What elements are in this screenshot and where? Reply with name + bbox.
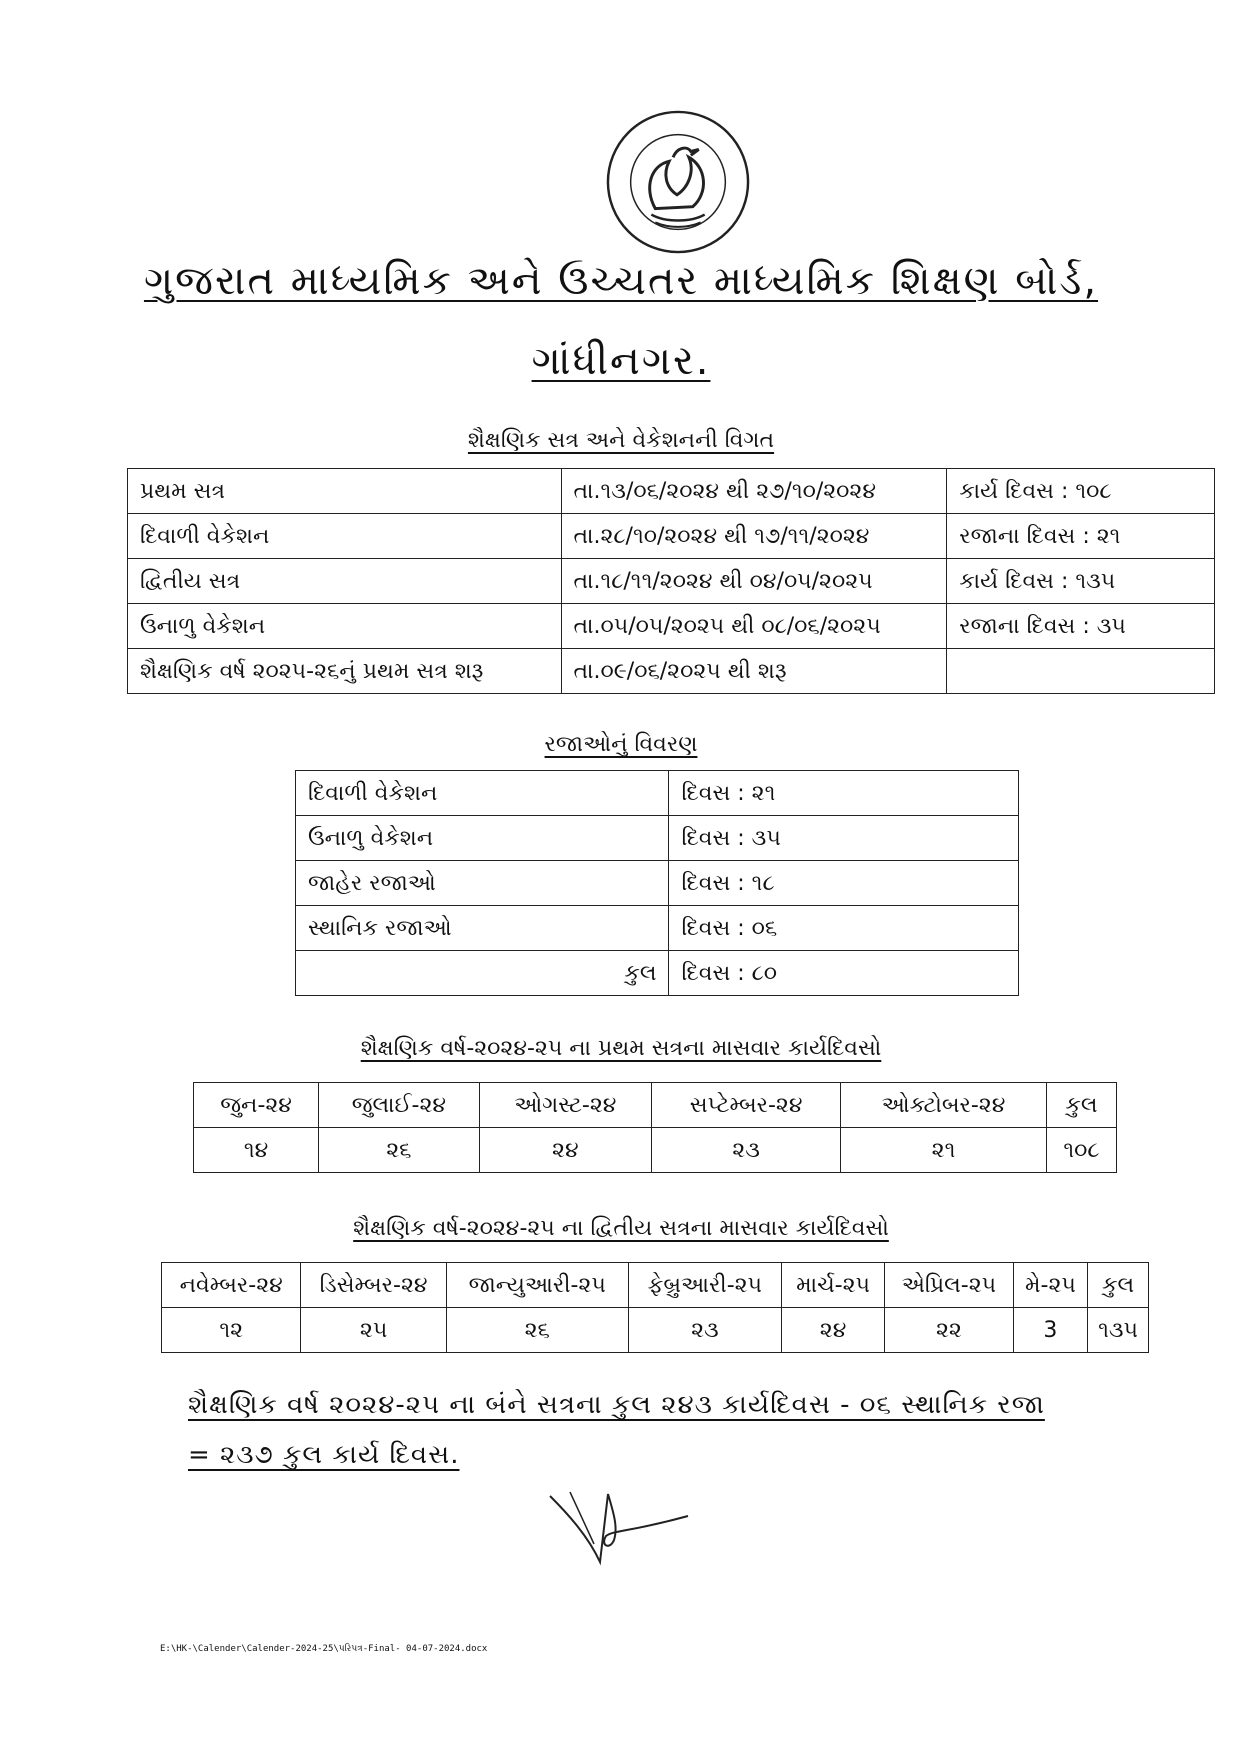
month-value: ૨૨	[885, 1308, 1014, 1353]
table-header-row	[162, 1263, 1149, 1308]
holiday-label: ઉનાળુ વેકેશન	[296, 816, 669, 861]
month-header: ઓક્ટોબર-૨૪	[841, 1083, 1047, 1128]
month-value: ૨૬	[319, 1128, 479, 1173]
month-value: ૨૧	[841, 1128, 1047, 1173]
month-header: મે-૨૫	[1013, 1263, 1087, 1308]
month-value: 3	[1013, 1308, 1087, 1353]
sem1-table	[193, 1082, 1117, 1173]
month-header: જાન્યુઆરી-૨૫	[446, 1263, 628, 1308]
session-label: દ્વિતીય સત્ર	[128, 559, 562, 604]
month-header: ડિસેમ્બર-૨૪	[301, 1263, 446, 1308]
holiday-days: દિવસ : ૨૧	[669, 771, 1019, 816]
month-header: નવેમ્બર-૨૪	[162, 1263, 301, 1308]
month-header: માર્ચ-૨૫	[782, 1263, 885, 1308]
total-value: ૧૦૮	[1046, 1128, 1116, 1173]
table-row	[128, 649, 1215, 694]
month-header: ફેબ્રુઆરી-૨૫	[628, 1263, 781, 1308]
session-heading: શૈક્ષણિક સત્ર અને વેકેશનની વિગત	[467, 428, 775, 453]
month-header: જુન-૨૪	[194, 1083, 319, 1128]
session-days: રજાના દિવસ : ૩૫	[947, 604, 1215, 649]
table-row	[296, 906, 1019, 951]
board-seal-icon	[604, 108, 752, 256]
month-header: ઓગસ્ટ-૨૪	[479, 1083, 652, 1128]
month-value: ૨૬	[446, 1308, 628, 1353]
sem2-heading: શૈક્ષણિક વર્ષ-૨૦૨૪-૨૫ ના દ્વિતીય સત્રના માસવાર કાર્યદિવસો	[353, 1216, 889, 1241]
signature-icon	[548, 1484, 698, 1574]
table-row	[296, 816, 1019, 861]
holiday-label: દિવાળી વેકેશન	[296, 771, 669, 816]
session-label: ઉનાળુ વેકેશન	[128, 604, 562, 649]
holiday-label: જાહેર રજાઓ	[296, 861, 669, 906]
month-value: ૨૪	[479, 1128, 652, 1173]
page-title-line2: ગાંધીનગર.	[531, 338, 711, 384]
session-period: તા.૦૯/૦૬/૨૦૨૫ થી શરૂ	[561, 649, 947, 694]
holiday-label: સ્થાનિક રજાઓ	[296, 906, 669, 951]
session-period: તા.૨૮/૧૦/૨૦૨૪ થી ૧૭/૧૧/૨૦૨૪	[561, 514, 947, 559]
session-table	[127, 468, 1215, 694]
sem1-heading: શૈક્ષણિક વર્ષ-૨૦૨૪-૨૫ ના પ્રથમ સત્રના માસવાર કાર્યદિવસો	[360, 1036, 882, 1061]
total-header: કુલ	[1088, 1263, 1149, 1308]
month-value: ૨૫	[301, 1308, 446, 1353]
holiday-days: દિવસ : ૦૬	[669, 906, 1019, 951]
session-days: રજાના દિવસ : ૨૧	[947, 514, 1215, 559]
session-days	[947, 649, 1215, 694]
table-row	[296, 951, 1019, 996]
table-row	[194, 1128, 1117, 1173]
session-days: કાર્ય દિવસ : ૧૩૫	[947, 559, 1215, 604]
month-value: ૨૪	[782, 1308, 885, 1353]
table-header-row	[194, 1083, 1117, 1128]
holiday-days: દિવસ : ૩૫	[669, 816, 1019, 861]
summary-line1: શૈક્ષણિક વર્ષ ૨૦૨૪-૨૫ ના બંને સત્રના કુલ ૨૪૩ કાર્યદિવસ - ૦૬ સ્થાનિક રજા	[188, 1390, 1045, 1420]
month-value: ૨૩	[652, 1128, 841, 1173]
total-header: કુલ	[1046, 1083, 1116, 1128]
table-row	[128, 559, 1215, 604]
footer-file-path: E:\HK-\Calender\Calender-2024-25\પરિપત્ર-Final- 04-07-2024.docx	[160, 1644, 488, 1654]
holiday-heading: રજાઓનું વિવરણ	[544, 732, 698, 757]
total-value: ૧૩૫	[1088, 1308, 1149, 1353]
month-header: જુલાઈ-૨૪	[319, 1083, 479, 1128]
table-row	[128, 514, 1215, 559]
month-value: ૨૩	[628, 1308, 781, 1353]
month-value: ૧૨	[162, 1308, 301, 1353]
table-row	[296, 771, 1019, 816]
month-header: સપ્ટેમ્બર-૨૪	[652, 1083, 841, 1128]
month-value: ૧૪	[194, 1128, 319, 1173]
month-header: એપ્રિલ-૨૫	[885, 1263, 1014, 1308]
table-row	[296, 861, 1019, 906]
summary-line2: = ૨૩૭ કુલ કાર્ય દિવસ.	[188, 1440, 460, 1470]
holiday-table	[295, 770, 1019, 996]
session-label: દિવાળી વેકેશન	[128, 514, 562, 559]
table-row	[128, 469, 1215, 514]
session-label: શૈક્ષણિક વર્ષ ૨૦૨૫-૨૬નું પ્રથમ સત્ર શરૂ	[128, 649, 562, 694]
session-period: તા.૦૫/૦૫/૨૦૨૫ થી ૦૮/૦૬/૨૦૨૫	[561, 604, 947, 649]
session-period: તા.૧૮/૧૧/૨૦૨૪ થી ૦૪/૦૫/૨૦૨૫	[561, 559, 947, 604]
sem2-table	[161, 1262, 1149, 1353]
table-row	[162, 1308, 1149, 1353]
table-row	[128, 604, 1215, 649]
session-days: કાર્ય દિવસ : ૧૦૮	[947, 469, 1215, 514]
holiday-days: દિવસ : ૧૮	[669, 861, 1019, 906]
session-period: તા.૧૩/૦૬/૨૦૨૪ થી ૨૭/૧૦/૨૦૨૪	[561, 469, 947, 514]
holiday-total-label: કુલ	[296, 951, 669, 996]
holiday-total-days: દિવસ : ૮૦	[669, 951, 1019, 996]
page-title-line1: ગુજરાત માધ્યમિક અને ઉચ્ચતર માધ્યમિક શિક્ષણ બોર્ડ,	[143, 258, 1099, 304]
session-label: પ્રથમ સત્ર	[128, 469, 562, 514]
